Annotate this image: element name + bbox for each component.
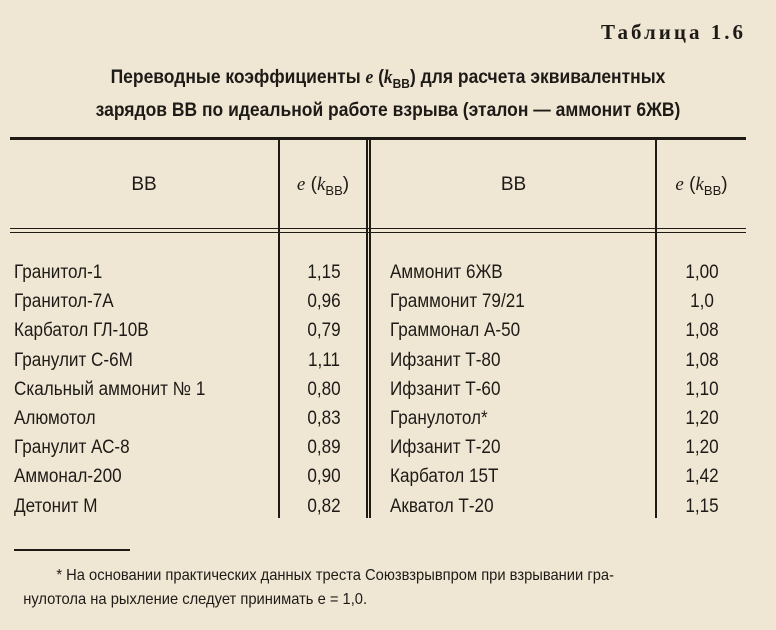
header-rule [10,228,746,229]
table-cell-value: 1,10 [685,378,719,400]
table-cell-name: Аммонит 6ЖВ [390,262,503,283]
table-cell-name: Гранулотол* [390,408,488,430]
table-cell-name: Ифзанит Т-80 [390,349,501,371]
table-cell-value: 0,82 [307,495,341,517]
footnote-line-1: * На основании практических данных треста Союзвзрывпром при взрывании гра- [56,567,614,584]
header-left-name: ВВ [131,174,157,195]
table-cell-value: 1,08 [685,320,719,342]
table-cell-name: Детонит М [14,495,98,517]
caption-symbol-e: e [365,67,374,88]
table-cell-value: 0,89 [307,437,341,459]
table-cell-value: 0,83 [307,408,341,430]
header-right-name: ВВ [500,174,527,195]
table-cell-name: Граммонит 79/21 [390,291,525,313]
header-right-sub: ВВ [703,182,722,198]
right-names-column [390,258,652,521]
table-cell-value: 1,00 [685,262,719,283]
table-cell-name: Карбатол 15Т [390,466,499,488]
table-cell-name: Гранитол-7А [14,291,114,313]
column-divider-center [366,138,371,518]
footnote [14,564,754,612]
table-cell-name: Ифзанит Т-20 [390,437,501,459]
table-cell-value: 0,80 [307,378,341,400]
table-caption [59,64,718,124]
footnote-rule [14,549,130,551]
table-cell-name: Алюмотол [14,408,96,430]
header-left-e: e [296,174,306,195]
table-cell-name: Скальный аммонит № 1 [14,378,206,400]
header-rule-2 [10,232,746,233]
table-cell-value: 1,42 [685,466,719,488]
table-cell-name: Граммонал А-50 [390,320,521,342]
table-cell-name: Карбатол ГЛ-10В [14,320,149,342]
right-values-column [659,258,745,521]
table-cell-value: 1,11 [307,349,341,371]
table-cell-name: Ифзанит Т-60 [390,378,501,400]
table-cell-name: Гранитол-1 [14,262,103,283]
table-number: Таблица 1.6 [601,20,746,44]
table-cell-name: Гранулит С-6М [14,349,133,371]
header-left-coef: e $(k_{ВВ})$ [296,174,350,198]
header-right-coef: e $(k_{ВВ})$ [675,174,728,198]
header-left-sub: ВВ [325,182,343,198]
table-cell-name: Акватол Т-20 [390,495,494,517]
table-cell-value: 0,96 [307,291,341,313]
caption-line-2: зарядов ВВ по идеальной работе взрыва (эталон — аммонит 6ЖВ) [95,99,681,121]
table-top-rule [10,137,746,140]
caption-symbol-sub: ВВ [392,75,410,91]
caption-line-1: Переводные коэффициенты e $(k_{ВВ})$ для расчета эквивалентных [110,67,666,91]
left-values-column [282,258,366,521]
footnote-line-2: нулотола на рыхление следует принимать e = 1,0. [23,591,368,608]
left-names-column [14,258,276,521]
table-cell-name: Гранулит АС-8 [14,437,130,459]
table-cell-value: 1,20 [685,408,719,430]
table-cell-value: 0,90 [307,466,341,488]
table-cell-name: Аммонал-200 [14,466,122,488]
table-cell-value: 1,08 [685,349,719,371]
header-left-k: k [316,174,326,195]
header-right-k: k [695,174,704,195]
table-cell-value: 1,15 [685,495,719,517]
table-cell-value: 0,79 [307,320,341,342]
header-right-e: e [675,174,684,195]
table-cell-value: 1,15 [307,262,341,283]
caption-text-after: для расчета эквивалентных [420,67,666,88]
table-cell-value: 1,0 [690,291,714,313]
table-cell-value: 1,20 [685,437,719,459]
caption-text-before: Переводные коэффициенты [110,67,361,88]
caption-symbol-k: k [383,67,393,88]
